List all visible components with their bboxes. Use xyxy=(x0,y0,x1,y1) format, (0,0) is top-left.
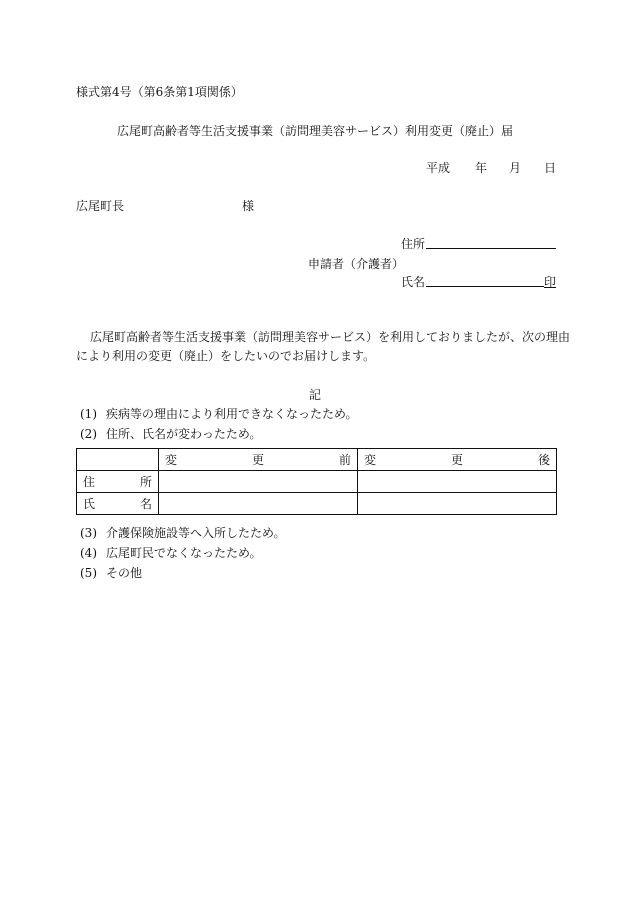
name-field[interactable] xyxy=(426,274,544,291)
body-text-line2: により利用の変更（廃止）をしたいのでお届けします。 xyxy=(76,349,376,363)
reason-text: その他 xyxy=(106,566,143,580)
name-label: 氏名 xyxy=(401,275,426,289)
date-era: 平成 xyxy=(426,161,451,175)
date-day: 日 xyxy=(544,161,557,175)
reason-number: (3) xyxy=(80,526,97,540)
reason-number: (1) xyxy=(80,407,97,421)
address-label: 住所 xyxy=(401,237,426,251)
reason-number: (5) xyxy=(80,566,97,580)
row-label-name xyxy=(77,493,159,515)
row-label-char: 住 xyxy=(83,475,96,489)
row-label-char: 名 xyxy=(139,497,152,511)
header-before xyxy=(159,449,358,471)
applicant-role-label: 申請者（介護者） xyxy=(308,257,405,271)
record-heading: 記 xyxy=(308,388,321,402)
row-label-char: 所 xyxy=(139,475,152,489)
table-row xyxy=(77,493,557,515)
reason-text: 疾病等の理由により利用できなくなったため。 xyxy=(106,407,358,421)
body-text-line1: 広尾町高齢者等生活支援事業（訪問理美容サービス）を利用しておりましたが、次の理由 xyxy=(90,330,571,344)
change-table xyxy=(76,448,557,515)
header-char: 変 xyxy=(364,453,377,467)
change-table-header xyxy=(77,449,557,471)
reason-text: 広尾町民でなくなったため。 xyxy=(106,546,262,560)
address-before-cell[interactable] xyxy=(159,471,358,493)
header-char: 後 xyxy=(537,453,550,467)
seal-mark: 印 xyxy=(544,275,557,289)
addressee-honorific: 様 xyxy=(242,199,255,213)
address-after-cell[interactable] xyxy=(358,471,557,493)
header-blank-cell xyxy=(77,449,159,471)
addressee-name: 広尾町長 xyxy=(76,199,125,213)
row-label-char: 氏 xyxy=(83,497,96,511)
table-row xyxy=(77,471,557,493)
date-month: 月 xyxy=(509,161,522,175)
header-char: 更 xyxy=(251,453,264,467)
reason-number: (4) xyxy=(80,546,97,560)
name-before-cell[interactable] xyxy=(159,493,358,515)
header-char: 変 xyxy=(165,453,178,467)
date-year: 年 xyxy=(475,161,488,175)
document-title: 広尾町高齢者等生活支援事業（訪問理美容サービス）利用変更（廃止）届 xyxy=(116,124,513,138)
row-label-address xyxy=(77,471,159,493)
reason-number: (2) xyxy=(80,427,97,441)
form-number: 様式第4号（第6条第1項関係） xyxy=(76,85,243,99)
header-after xyxy=(358,449,557,471)
reason-text: 介護保険施設等へ入所したため。 xyxy=(106,526,286,540)
header-char: 更 xyxy=(450,453,463,467)
name-after-cell[interactable] xyxy=(358,493,557,515)
header-char: 前 xyxy=(338,453,351,467)
reason-text: 住所、氏名が変わったため。 xyxy=(106,427,262,441)
address-field[interactable] xyxy=(426,236,556,253)
